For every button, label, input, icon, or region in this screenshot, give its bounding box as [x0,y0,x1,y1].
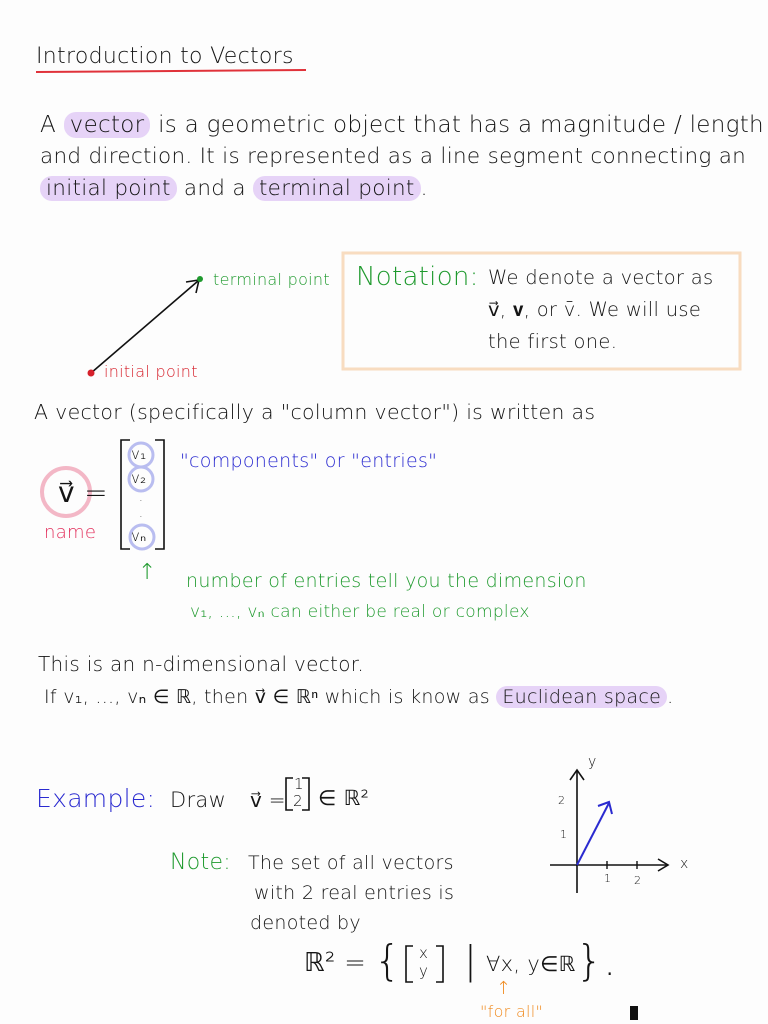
graph-x-label: x [680,856,689,872]
ink-mark [630,1006,638,1020]
note-line-2: with 2 real entries is [254,882,455,904]
dimension-arrow: ↑ [138,560,157,585]
intro-line-2: and direction. It is represented as a line segment connecting an [40,144,747,169]
set-bar: | [464,938,478,982]
set-entry-x: x [419,944,429,962]
note-label: Note: [170,850,231,875]
example-vec: v⃗ = [250,788,286,812]
intro-line-1 [40,112,764,138]
highlight-euclidean-space: Euclidean space [496,686,667,708]
ndim-line-1: This is an n-dimensional vector. [38,652,365,676]
highlight-vector: vector [64,112,151,138]
column-vector-heading: A vector (specifically a "column vector") is written as [34,400,596,424]
intro-a: A [40,112,57,138]
intro-rest: is a geometric object that has a magnitude / length [158,112,764,138]
initial-point-dot [88,370,95,377]
example-entry-1: 1 [294,775,304,793]
notation-line-1: We denote a vector as [488,266,714,289]
set-left-bracket [406,946,413,982]
intro-period: . [420,176,428,201]
forall-label: "for all" [480,1002,544,1021]
set-close-brace: }. [576,936,617,985]
entries-real-complex-note: v₁, ..., vₙ can either be real or complex [190,602,530,622]
note-line-3: denoted by [250,912,361,934]
forall-arrow: ↑ [496,978,512,999]
initial-point-label: initial point [104,362,198,381]
graph-y-tick-label-2: 2 [558,794,566,807]
page-title: Introduction to Vectors [36,44,294,69]
highlight-terminal-point: terminal point [253,176,421,201]
set-entry-y: y [419,962,429,980]
graph-x-tick-label-1: 1 [604,872,612,885]
set-right-bracket [436,946,443,982]
ndim-text: If v₁, ..., vₙ ∈ ℝ, then v⃗ ∈ ℝⁿ which is know as [44,686,490,708]
note-line-1: The set of all vectors [248,852,454,874]
vector-segment [91,281,198,373]
example-draw: Draw [170,788,227,812]
example-entry-2: 2 [293,792,303,810]
graph-vector [577,803,609,865]
entry-v2: v₂ [131,469,147,487]
entry-dot-2: · [139,510,144,524]
name-label: name [44,522,97,543]
graph-x-tick-label-2: 2 [634,874,642,887]
intro-line-3 [40,176,428,201]
vector-lhs: v⃗ = [58,476,108,509]
graph-y-label: y [588,754,597,770]
terminal-point-label: terminal point [213,270,330,289]
entry-dot-1: · [139,494,144,508]
title-underline [36,70,306,72]
components-note: "components" or "entries" [180,450,438,472]
set-lhs: ℝ² = [304,948,367,978]
intro-and: and a [183,176,246,201]
graph-y-tick-label-1: 1 [560,828,568,841]
entry-vn: vₙ [131,527,147,545]
notation-label: Notation: [356,262,479,292]
set-open-brace: { [374,936,402,985]
ndim-period: . [667,686,674,708]
example-left-bracket [286,778,293,810]
highlight-initial-point: initial point [40,176,177,201]
example-space: ∈ ℝ² [318,786,370,810]
example-label: Example: [36,784,156,813]
ndim-line-2 [44,686,673,709]
set-condition: ∀x, y∈ℝ [486,952,576,976]
right-bracket [155,440,164,549]
notation-line-3: the first one. [488,330,618,353]
terminal-point-dot [197,276,203,282]
notation-line-2: v⃗, 𝐯, or v̄. We will use [488,298,702,321]
dimension-note: number of entries tell you the dimension [186,570,587,592]
entry-v1: v₁ [131,445,147,463]
